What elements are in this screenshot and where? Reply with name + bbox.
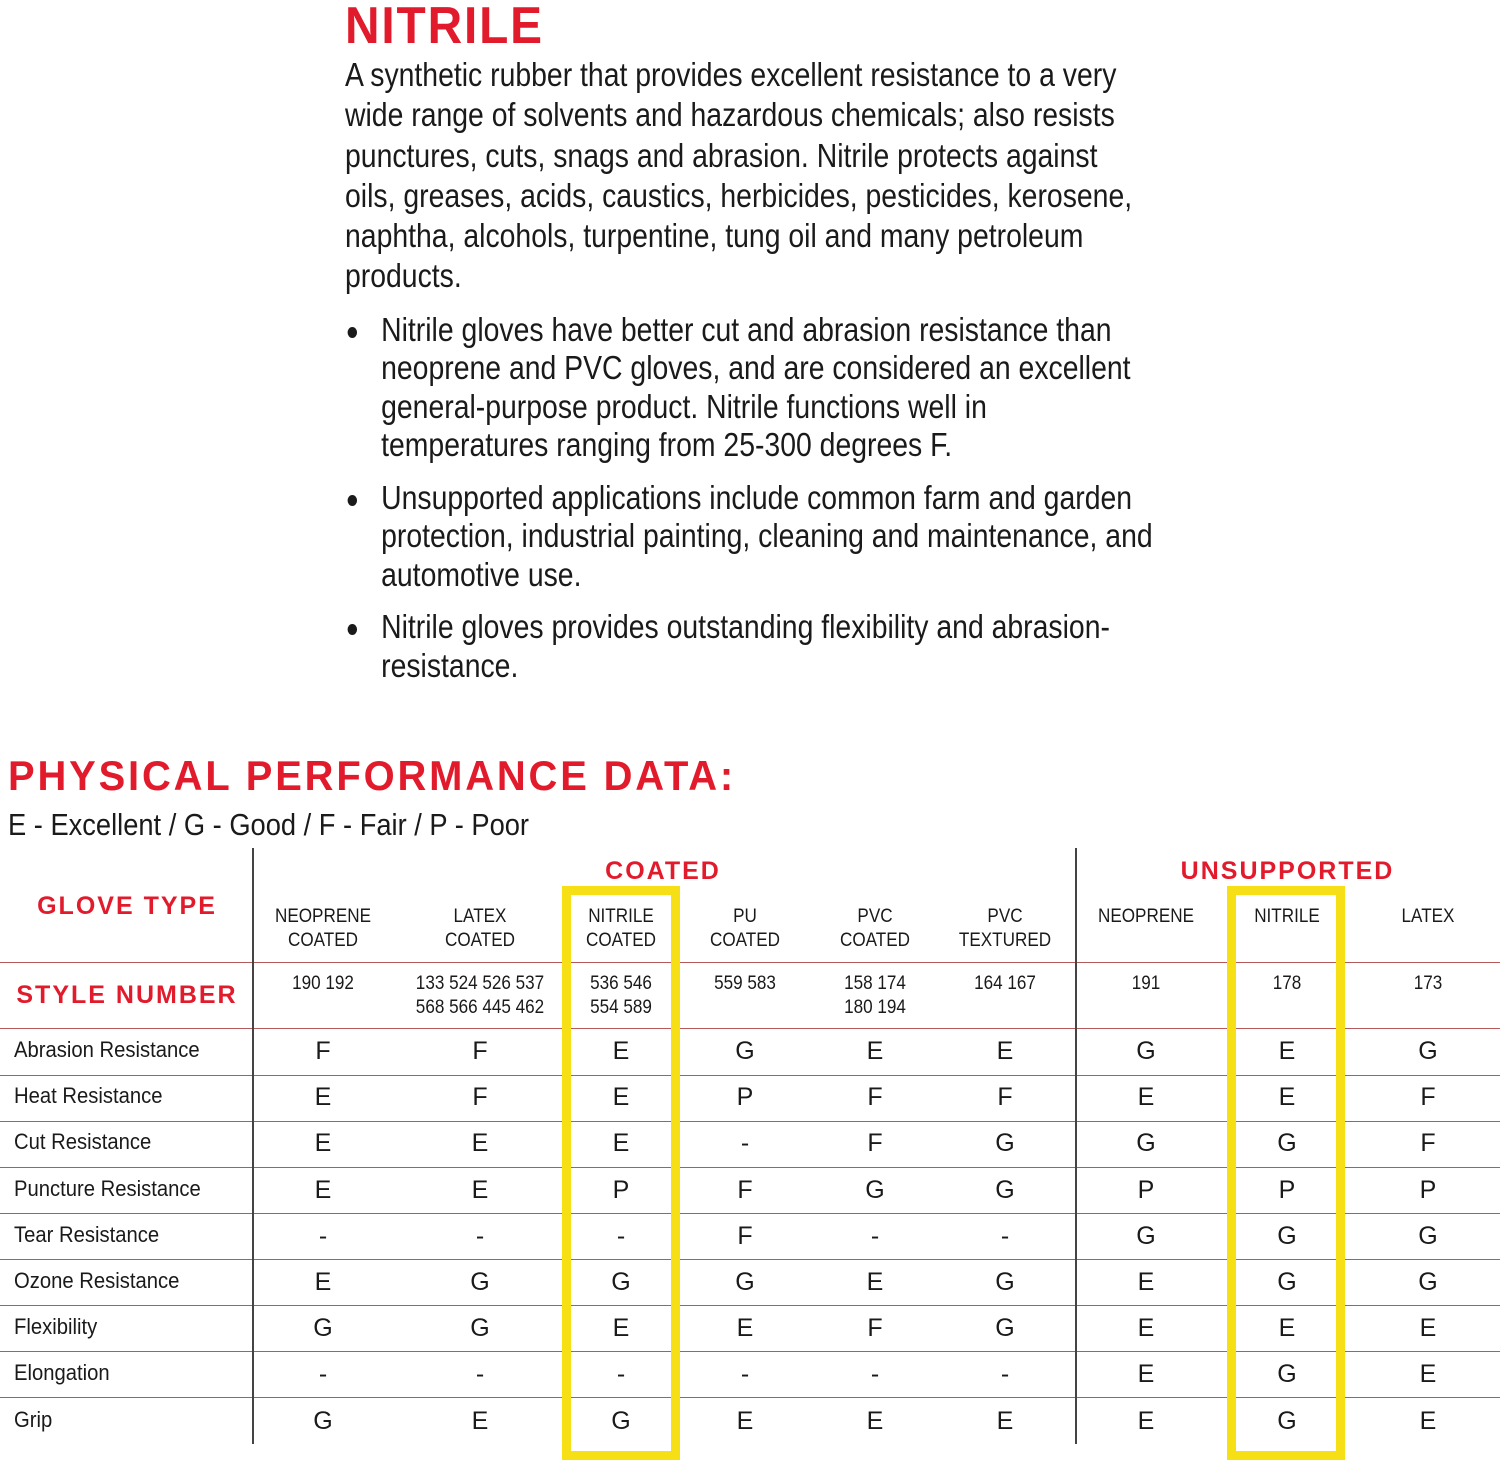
rating-cell: P bbox=[1278, 1175, 1296, 1204]
rating-cell: G bbox=[995, 1175, 1015, 1204]
page-title: NITRILE bbox=[345, 0, 544, 55]
rating-cell: F bbox=[737, 1175, 753, 1204]
rating-cell: G bbox=[735, 1268, 755, 1296]
rating-cell: E bbox=[1137, 1406, 1155, 1435]
property-label: Abrasion Resistance bbox=[14, 1037, 200, 1062]
rating-cell: E bbox=[471, 1129, 489, 1158]
rating-cell: E bbox=[866, 1037, 884, 1065]
rating-legend: E - Excellent / G - Good / F - Fair / P - Poor bbox=[8, 807, 530, 842]
style-number-cell: 158 174 180 194 bbox=[844, 973, 906, 1018]
rating-cell: G bbox=[735, 1037, 755, 1065]
rating-cell: E bbox=[1137, 1083, 1155, 1112]
rating-cell: E bbox=[471, 1406, 489, 1435]
rating-cell: P bbox=[1137, 1175, 1155, 1204]
rating-cell: E bbox=[471, 1175, 489, 1204]
performance-title: PHYSICAL PERFORMANCE DATA: bbox=[8, 752, 737, 799]
rating-cell: E bbox=[736, 1314, 754, 1343]
rating-cell: F bbox=[1420, 1129, 1436, 1158]
row-divider bbox=[0, 1259, 1500, 1260]
rating-cell: G bbox=[995, 1129, 1015, 1158]
rating-cell: - bbox=[475, 1360, 485, 1389]
rating-cell: E bbox=[1137, 1314, 1155, 1343]
rating-cell: G bbox=[1418, 1037, 1438, 1065]
rating-cell: G bbox=[995, 1268, 1015, 1296]
row-divider bbox=[0, 1305, 1500, 1306]
rating-cell: E bbox=[1419, 1360, 1437, 1389]
rating-cell: E bbox=[314, 1083, 332, 1112]
list-item: Nitrile gloves provides outstanding flexibility and abrasion-resistance. bbox=[345, 608, 1153, 685]
glove-type-cell: LATEX bbox=[1401, 906, 1455, 927]
style-number-cell: 559 583 bbox=[714, 973, 776, 994]
rating-cell: F bbox=[867, 1129, 883, 1158]
rating-cell: E bbox=[612, 1083, 630, 1112]
rating-cell: F bbox=[737, 1221, 753, 1250]
rating-cell: - bbox=[616, 1360, 626, 1389]
glove-type-cell: PU COATED bbox=[709, 906, 780, 951]
glove-type-cell: NEOPRENE bbox=[1098, 906, 1194, 927]
property-label: Heat Resistance bbox=[14, 1083, 163, 1109]
style-number-cell: 133 524 526 537 568 566 445 462 bbox=[415, 973, 545, 1018]
rating-cell: - bbox=[318, 1360, 328, 1389]
rating-cell: G bbox=[470, 1268, 490, 1296]
glove-type-cell: PVC COATED bbox=[839, 906, 910, 951]
rating-cell: F bbox=[472, 1037, 488, 1065]
rating-cell: F bbox=[472, 1083, 488, 1112]
rating-cell: E bbox=[314, 1129, 332, 1158]
property-label: Flexibility bbox=[14, 1314, 98, 1340]
rating-cell: E bbox=[866, 1268, 884, 1296]
property-label: Puncture Resistance bbox=[14, 1175, 201, 1201]
rating-cell: G bbox=[1277, 1129, 1297, 1158]
style-number-cell: 190 192 bbox=[292, 973, 354, 994]
rating-cell: - bbox=[1000, 1221, 1010, 1250]
rating-cell: E bbox=[1137, 1360, 1155, 1389]
rating-cell: E bbox=[996, 1037, 1014, 1065]
property-label: Ozone Resistance bbox=[14, 1268, 180, 1293]
rating-cell: - bbox=[740, 1129, 750, 1158]
rating-cell: - bbox=[475, 1221, 485, 1250]
style-number-cell: 173 bbox=[1413, 973, 1443, 994]
rating-cell: E bbox=[612, 1314, 630, 1343]
rating-cell: G bbox=[1418, 1221, 1438, 1250]
glove-type-cell: LATEX COATED bbox=[444, 906, 515, 951]
rating-cell: P bbox=[612, 1175, 630, 1204]
property-label: Elongation bbox=[14, 1360, 110, 1386]
row-divider bbox=[0, 1167, 1500, 1168]
rating-cell: E bbox=[1278, 1037, 1296, 1065]
rating-cell: E bbox=[612, 1037, 630, 1065]
glove-type-cell: NEOPRENE COATED bbox=[275, 906, 371, 951]
rating-cell: E bbox=[866, 1406, 884, 1435]
rating-cell: E bbox=[612, 1129, 630, 1158]
style-number-cell: 536 546 554 589 bbox=[590, 973, 652, 1018]
rating-cell: G bbox=[1277, 1268, 1297, 1296]
style-number-cell: 191 bbox=[1131, 973, 1161, 994]
rating-cell: F bbox=[867, 1083, 883, 1112]
intro-section bbox=[345, 0, 1205, 699]
rating-cell: G bbox=[995, 1314, 1015, 1343]
rating-cell: G bbox=[1277, 1360, 1297, 1389]
style-number-cell: 178 bbox=[1272, 973, 1302, 994]
row-divider bbox=[0, 1213, 1500, 1214]
rating-cell: G bbox=[1136, 1037, 1156, 1065]
property-label: Grip bbox=[14, 1406, 53, 1432]
rating-cell: E bbox=[996, 1406, 1014, 1435]
rating-cell: - bbox=[740, 1360, 750, 1389]
rating-cell: G bbox=[1277, 1221, 1297, 1250]
rating-cell: G bbox=[1418, 1268, 1438, 1296]
rating-cell: G bbox=[470, 1314, 490, 1343]
group-label-unsupported: UNSUPPORTED bbox=[1180, 857, 1395, 885]
rating-cell: G bbox=[611, 1268, 631, 1296]
rating-cell: G bbox=[1277, 1406, 1297, 1435]
rating-cell: G bbox=[313, 1406, 333, 1435]
rating-cell: G bbox=[1136, 1129, 1156, 1158]
rating-cell: E bbox=[1419, 1314, 1437, 1343]
rating-cell: E bbox=[1278, 1314, 1296, 1343]
rating-cell: E bbox=[314, 1268, 332, 1296]
property-label: Cut Resistance bbox=[14, 1129, 152, 1155]
row-divider bbox=[0, 1397, 1500, 1398]
rating-cell: P bbox=[1419, 1175, 1437, 1204]
rating-cell: E bbox=[1278, 1083, 1296, 1112]
glove-type-cell: NITRILE COATED bbox=[585, 906, 656, 951]
row-divider bbox=[0, 1121, 1500, 1122]
rating-cell: G bbox=[1136, 1221, 1156, 1250]
rating-cell: E bbox=[1137, 1268, 1155, 1296]
row-divider bbox=[0, 962, 1500, 963]
rating-cell: - bbox=[870, 1221, 880, 1250]
property-label: Tear Resistance bbox=[14, 1221, 160, 1247]
rating-cell: G bbox=[865, 1175, 885, 1204]
glove-type-header: GLOVE TYPE bbox=[37, 892, 217, 920]
rating-cell: F bbox=[1420, 1083, 1436, 1112]
glove-type-cell: NITRILE bbox=[1254, 906, 1320, 927]
list-item: Unsupported applications include common farm and garden protection, industrial painting, cleaning and maintenance, and automotive use. bbox=[345, 479, 1153, 595]
row-divider bbox=[0, 1028, 1500, 1029]
intro-paragraph: A synthetic rubber that provides excellent resistance to a very wide range of solvents and hazardous chemicals; also resists punctures, cuts, snags and abrasion. Nitrile protects against oils, greases, acids, caustics, herbicides, pesticides, kerosene, naphtha, alcohols, turpentine, tung oil and many petroleum products. bbox=[345, 56, 1133, 295]
style-number-cell: 164 167 bbox=[974, 973, 1036, 994]
glove-type-cell: PVC TEXTURED bbox=[958, 906, 1052, 951]
rating-cell: F bbox=[315, 1037, 331, 1065]
rating-cell: F bbox=[997, 1083, 1013, 1112]
feature-list bbox=[345, 311, 1153, 686]
rating-cell: F bbox=[867, 1314, 883, 1343]
rating-cell: - bbox=[870, 1360, 880, 1389]
rating-cell: E bbox=[736, 1406, 754, 1435]
rating-cell: G bbox=[313, 1314, 333, 1343]
rating-cell: P bbox=[736, 1083, 754, 1112]
rating-cell: E bbox=[314, 1175, 332, 1204]
group-label-coated: COATED bbox=[605, 857, 721, 885]
rating-cell: - bbox=[1000, 1360, 1010, 1389]
rating-cell: E bbox=[1419, 1406, 1437, 1435]
rating-cell: - bbox=[616, 1221, 626, 1250]
list-item: Nitrile gloves have better cut and abrasion resistance than neoprene and PVC gloves, and are considered an excellent general-purpose product. Nitrile functions well in temperatures ranging from 25-300 degrees F. bbox=[345, 311, 1153, 465]
rating-cell: - bbox=[318, 1221, 328, 1250]
style-number-header: STYLE NUMBER bbox=[16, 981, 238, 1009]
rating-cell: G bbox=[611, 1406, 631, 1435]
row-divider bbox=[0, 1351, 1500, 1352]
row-divider bbox=[0, 1075, 1500, 1076]
